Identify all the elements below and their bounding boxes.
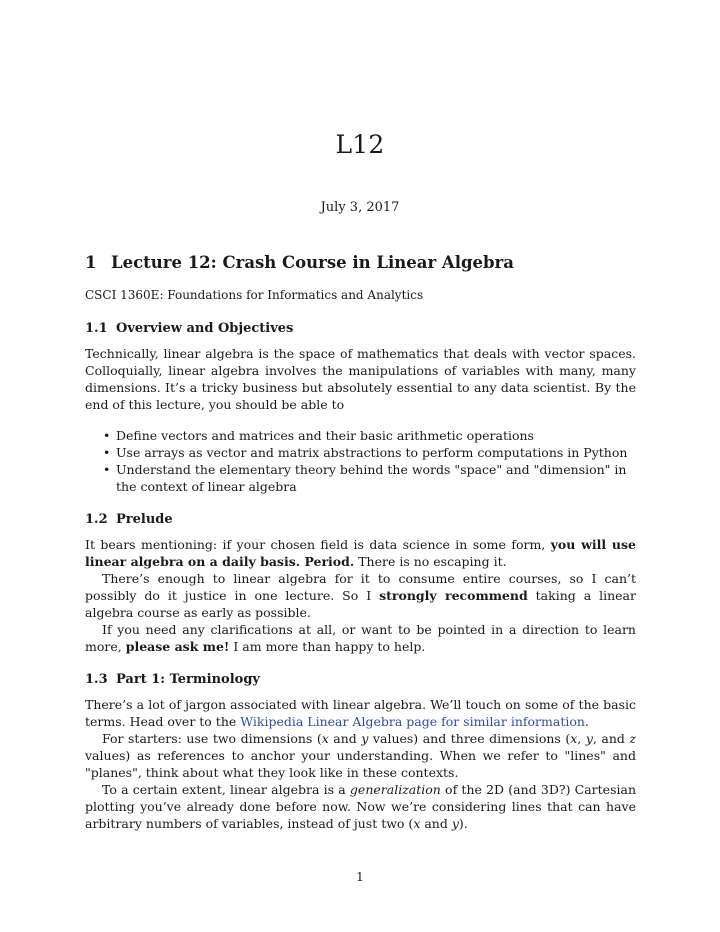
subsection-heading (85, 671, 636, 688)
text-run: taking a linear algebra course as early as possible. (85, 588, 636, 620)
text-run: For starters: use two dimensions ( (102, 731, 322, 746)
list-item-text: Use arrays as vector and matrix abstractions to perform computations in Python (116, 445, 628, 460)
document-title: L12 (335, 130, 385, 159)
math-variable: x (413, 816, 421, 831)
math-variable: y (585, 731, 593, 746)
paragraph (85, 696, 636, 730)
text-run: ). (458, 816, 468, 831)
text-run: and (328, 731, 362, 746)
text-run: If you need any clarifications at all, or want to be pointed in a direction to learn more, (85, 622, 636, 654)
bold-text: strongly recommend (379, 588, 528, 603)
paragraph (85, 781, 636, 832)
section-title: Lecture 12: Crash Course in Linear Algebra (111, 253, 514, 272)
math-variable: z (629, 731, 637, 746)
math-variable: y (451, 816, 459, 831)
list-item-text: Understand the elementary theory behind the words "space" and "dimension" in the context of linear algebra (116, 462, 627, 494)
text-run: There is no escaping it. (354, 554, 507, 569)
text-run: It bears mentioning: if your chosen field is data science in some form, (85, 537, 551, 552)
paragraph (85, 536, 636, 570)
text-run: of the 2D (and 3D?) Cartesian plotting you’ve already done before now. Now we’re considering lines that can have arbitrary numbers of variables, instead of just two ( (85, 782, 636, 831)
page-number: 1 (356, 870, 364, 884)
paragraph (85, 621, 636, 655)
bold-text: please ask me! (125, 639, 230, 654)
text-run: , (577, 731, 586, 746)
subsection-number: 1.1 (85, 321, 108, 336)
math-variable: x (570, 731, 578, 746)
list-item (103, 427, 636, 444)
document-body (85, 254, 636, 848)
section-number: 1 (85, 253, 97, 272)
wikipedia-link[interactable]: Wikipedia Linear Algebra page for similar information (240, 714, 585, 729)
document-date: July 3, 2017 (320, 200, 400, 215)
math-variable: x (321, 731, 329, 746)
subsection-number: 1.2 (85, 512, 108, 527)
subsection-heading (85, 511, 636, 528)
text-run: There’s enough to linear algebra for it to consume entire courses, so I can’t possibly do it justice in one lecture. So I (85, 571, 636, 603)
list-item-text: Define vectors and matrices and their basic arithmetic operations (116, 428, 534, 443)
section-heading (85, 254, 636, 271)
bullet-icon: • (103, 428, 111, 443)
subsection-title: Part 1: Terminology (116, 672, 260, 687)
bullet-icon: • (103, 445, 111, 460)
paragraph (85, 570, 636, 621)
paragraph: Technically, linear algebra is the space of mathematics that deals with vector spaces. Colloquially, linear algebra involves the manipulations of variables with many, many dimensions. It’s a tricky business but absolutely essential to any data scientist. By the end of this lecture, you should be able to (85, 346, 636, 412)
math-variable: y (361, 731, 369, 746)
text-run: values) and three dimensions ( (368, 731, 571, 746)
subsection-heading (85, 320, 636, 337)
list-item (103, 444, 636, 461)
subsection-title: Overview and Objectives (116, 321, 294, 336)
subsection-overview (85, 320, 636, 495)
list-item (103, 461, 636, 495)
course-name: CSCI 1360E: Foundations for Informatics and Analytics (85, 288, 424, 302)
text-run: values) as references to anchor your understanding. When we refer to "lines" and "planes", think about what they look like in these contexts. (85, 748, 636, 780)
text-run: To a certain extent, linear algebra is a (102, 782, 350, 797)
bold-text: you will use linear algebra on a daily basis. Period. (85, 537, 636, 569)
bullet-icon: • (103, 462, 111, 477)
italic-text: generalization (349, 782, 441, 797)
text-run: . (584, 714, 589, 729)
text-run: There’s a lot of jargon associated with linear algebra. We’ll touch on some of the basic terms. Head over to the (85, 697, 636, 729)
text-run: , and (592, 731, 630, 746)
subsection-prelude (85, 511, 636, 655)
objectives-list (85, 427, 636, 495)
text-run: and (420, 816, 452, 831)
subsection-title: Prelude (116, 512, 173, 527)
paragraph (85, 730, 636, 781)
text-run: I am more than happy to help. (229, 639, 426, 654)
subsection-terminology (85, 671, 636, 832)
subsection-number: 1.3 (85, 672, 108, 687)
